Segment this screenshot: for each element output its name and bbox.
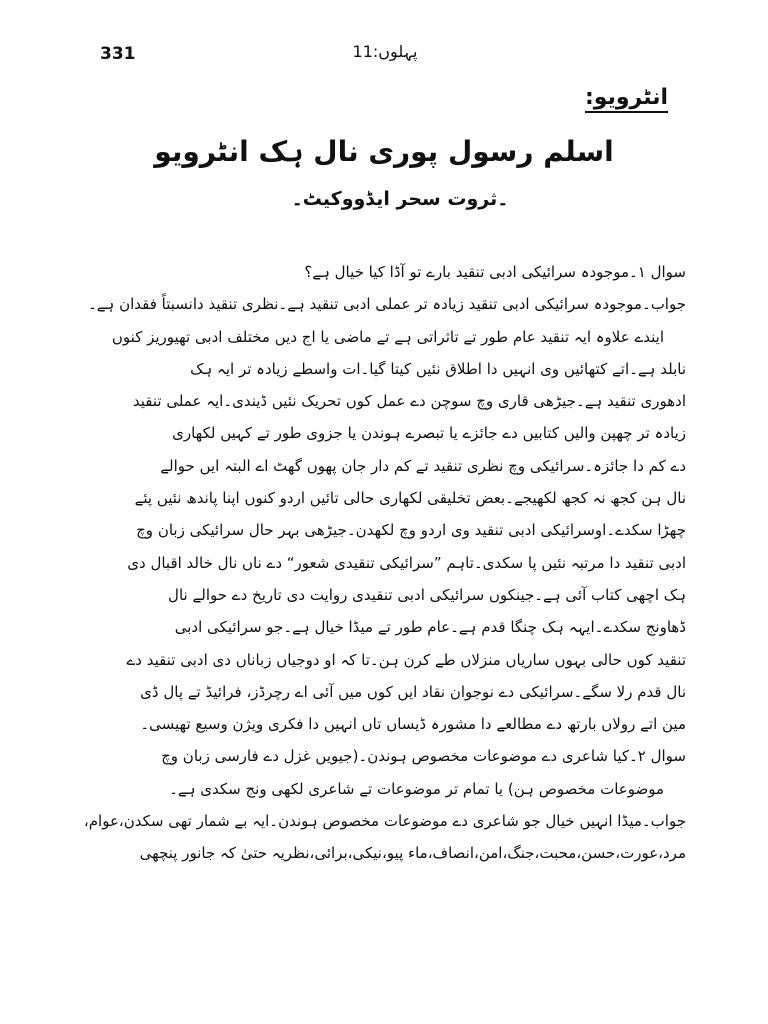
article-body — [82, 256, 686, 870]
body-line: مرد،عورت،حسن،محبت،جنگ،امن،انصاف،ماء پیو،نیکی،برائی،نظریہ حتیٰ کہ جانور پنچھی — [139, 844, 686, 863]
body-line: زیادہ تر چھپن والیں کتابیں دے جائزے یا تبصرے ہوندن یا جزوی طور تے کہیں لکھاری — [172, 424, 686, 443]
body-line: نابلد ہے۔اتے کتھائیں وی انہیں دا اطلاق نئیں کیتا گیا۔ات واسطے زیادہ تر ایہ ہک — [190, 359, 686, 378]
body-line: ادھوری تنقید ہے۔جیڑھی قاری وچ سوچن دے عمل کوں تحریک نئیں ڈیندی۔ایہ عملی تنقید — [132, 392, 686, 411]
answer-1-line: جواب۔موجودہ سرائیکی ادبی تنقید زیادہ تر عملی ادبی تنقید ہے۔نظری تنقید دانسبتاً فقدان ہے۔ — [87, 295, 686, 314]
page-number: 331 — [100, 44, 136, 64]
question-1-line: سوال ۱۔موجودہ سرائیکی ادبی تنقید بارے تو آڈا کیا خیال ہے؟ — [304, 263, 686, 281]
body-line: چھڑا سکدے۔اوسرائیکی ادبی تنقید وی اردو وچ لکھدن۔جیڑھی بہر حال سرائیکی زبان وچ — [136, 521, 686, 540]
question-2-line: سوال ۲۔کیا شاعری دے موضوعات مخصوص ہوندن۔(جیویں غزل دے فارسی زبان وچ — [161, 747, 686, 766]
body-line: نال قدم رلا سگے۔سرائیکی دے نوجوان نقاد ایں کوں میں آئی اے رچرڈز، فرائیڈ تے پال ڈی — [140, 682, 686, 701]
running-head: پہلوں:11 — [352, 42, 418, 61]
body-line: ادبی تنقید دا مرتبہ نئیں پا سکدی۔تاہم ”سرائیکی تنقیدی شعور“ دے ناں نال خالد اقبال دی — [127, 553, 686, 572]
body-line: ڈھاونج سکدے۔ایہہ ہک چنگا قدم ہے۔عام طور تے میڈا خیال ہے۔جو سرائیکی ادبی — [174, 618, 686, 637]
body-line: مین اتے رولاں بارتھ دے مطالعے دا مشورہ ڈیساں تاں انہیں دا فکری ویژن وسیع تھیسی۔ — [140, 715, 686, 734]
body-line: تنقید کوں حالی بہوں ساریاں منزلاں طے کرن ہن۔تا کہ او دوجیاں زباناں دی ادبی تنقید دے — [126, 650, 686, 669]
answer-2-line: جواب۔میڈا انہیں خیال جو شاعری دے موضوعات مخصوص ہوندن۔ایہ بے شمار تھی سکدن،عوام، — [83, 812, 686, 831]
question-2-line: موضوعات مخصوص ہن) یا تمام تر موضوعات تے شاعری لکھی ونج سکدی ہے۔ — [169, 779, 664, 798]
body-line: ایندے علاوہ ایہ تنقید عام طور تے تاثراتی ہے تے ماضی یا اج دیں مختلف ادبی تھیوریز کنوں — [111, 327, 664, 346]
body-line: ہک اچھی کتاب آئی ہے۔جینکوں سرائیکی ادبی تنقیدی روایت دی تاریخ دے حوالے نال — [168, 585, 686, 604]
body-line: دے کم دا جائزہ۔سرائیکی وچ نظری تنقید تے کم دار جان پھوں گھٹ اے البتہ ایں حوالے — [160, 456, 686, 475]
article-title: اسلم رسول پوری نال ہک انٹرویو — [154, 135, 614, 168]
section-label: انٹرویو: — [585, 85, 668, 113]
body-line: نال ہن کجھ نہ کجھ لکھیجے۔بعض تخلیقی لکھاری حالی تائیں اردو کنوں اپنا پاندھ نئیں پئے — [134, 489, 686, 508]
article-byline: ۔ثروت سحر ایڈووکیٹ۔ — [291, 188, 509, 210]
